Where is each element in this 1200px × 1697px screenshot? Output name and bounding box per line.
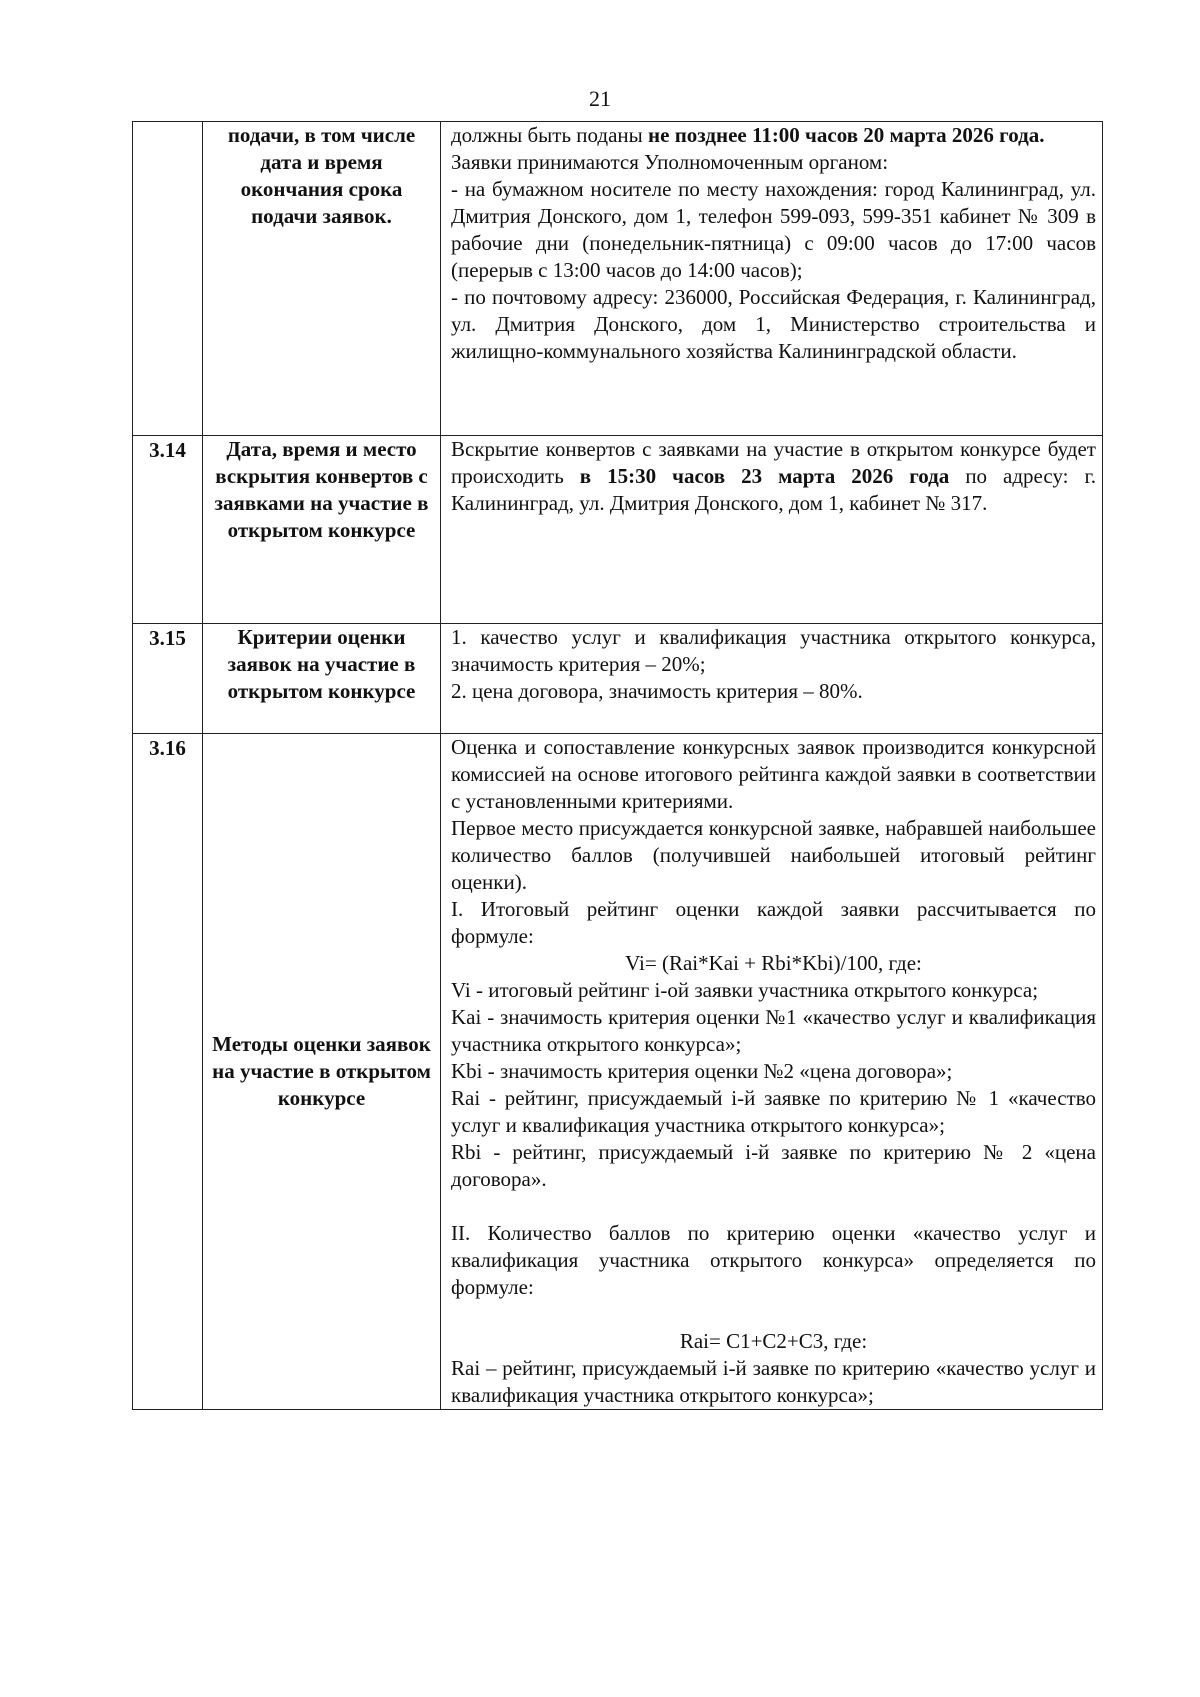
paragraph (451, 436, 1096, 517)
row-number (133, 122, 203, 436)
text: должны быть поданы (451, 123, 649, 147)
paragraph: Kbi - значимость критерия оценки №2 «цена договора»; (451, 1059, 953, 1083)
content-cell (441, 624, 1103, 734)
paragraph: Rai – рейтинг, присуждаемый i-й заявке по критерию «качество услуг и квалификация участника открытого конкурса»; (451, 1356, 1096, 1407)
content-cell (441, 436, 1103, 624)
table-row (133, 436, 1103, 624)
opening-time-bold: в 15:30 часов 23 марта 2026 года (579, 464, 950, 488)
paragraph: I. Итоговый рейтинг оценки каждой заявки рассчитывается по формуле: (451, 897, 1096, 948)
paragraph: Rai - рейтинг, присуждаемый i-й заявке по критерию № 1 «качество услуг и квалификация участника открытого конкурса»; (451, 1086, 1096, 1137)
content-cell (441, 122, 1103, 436)
text: Вскрытие конвертов с заявками на участие в открытом конкурсе будет происходить (451, 437, 1096, 488)
paragraph: 1. качество услуг и квалификация участника открытого конкурса, значимость критерия – 20%; (451, 625, 1096, 676)
formula: Vi= (Rai*Kai + Rbi*Kbi)/100, где: (625, 951, 922, 975)
spacer (451, 1301, 1096, 1328)
table-row (133, 734, 1103, 1410)
paragraph: Rbi - рейтинг, присуждаемый i-й заявке по критерию № 2 «цена договора». (451, 1140, 1096, 1191)
page-number: 21 (589, 86, 611, 111)
deadline-bold: не позднее 11:00 часов 20 марта 2026 года. (648, 123, 1045, 147)
paragraph: - по почтовому адресу: 236000, Российская Федерация, г. Калининград, ул. Дмитрия Донского, дом 1, Министерство строительства и жилищно-коммунального хозяйства Калининградской области. (451, 285, 1096, 363)
criterion-cell: Дата, время и место вскрытия конвертов с заявками на участие в открытом конкурсе (203, 436, 441, 624)
content-cell (441, 734, 1103, 1410)
text: по адресу: г. Калининград, ул. Дмитрия Донского, дом 1, кабинет № 317. (451, 464, 1097, 515)
spacer (451, 1193, 1096, 1220)
paragraph: II. Количество баллов по критерию оценки «качество услуг и квалификация участника открытого конкурса» определяется по формуле: (451, 1221, 1096, 1299)
row-number: 3.16 (133, 734, 203, 1410)
paragraph: Оценка и сопоставление конкурсных заявок производится конкурсной комиссией на основе итогового рейтинга каждой заявки в соответствии с установленными критериями. (451, 735, 1096, 813)
row-number: 3.15 (133, 624, 203, 734)
paragraph: 2. цена договора, значимость критерия – 80%. (451, 679, 863, 703)
criterion-cell: Методы оценки заявок на участие в открытом конкурсе (203, 734, 441, 1410)
criterion-cell: Критерии оценки заявок на участие в открытом конкурсе (203, 624, 441, 734)
table-row (133, 122, 1103, 436)
paragraph: - на бумажном носителе по месту нахождения: город Калининград, ул. Дмитрия Донского, дом 1, телефон 599-093, 599-351 кабинет № 309 в рабочие дни (понедельник-пятница) с 09:00 часов до 17:00 часов (перерыв с 13:00 часов до 14:00 часов); (451, 177, 1096, 282)
criterion-cell: подачи, в том числе дата и время окончания срока подачи заявок. (203, 122, 441, 436)
paragraph: Первое место присуждается конкурсной заявке, набравшей наибольшее количество баллов (получившей наибольшей итоговый рейтинг оценки). (451, 816, 1096, 894)
row-number: 3.14 (133, 436, 203, 624)
paragraph: Kai - значимость критерия оценки №1 «качество услуг и квалификация участника открытого конкурса»; (451, 1005, 1096, 1056)
tender-info-table (132, 121, 1103, 1410)
table-row (133, 624, 1103, 734)
paragraph (451, 122, 1096, 149)
formula: Rai= C1+C2+C3, где: (679, 1329, 868, 1353)
paragraph: Vi - итоговый рейтинг i-ой заявки участника открытого конкурса; (451, 978, 1039, 1002)
paragraph: Заявки принимаются Уполномоченным органом: (451, 150, 889, 174)
